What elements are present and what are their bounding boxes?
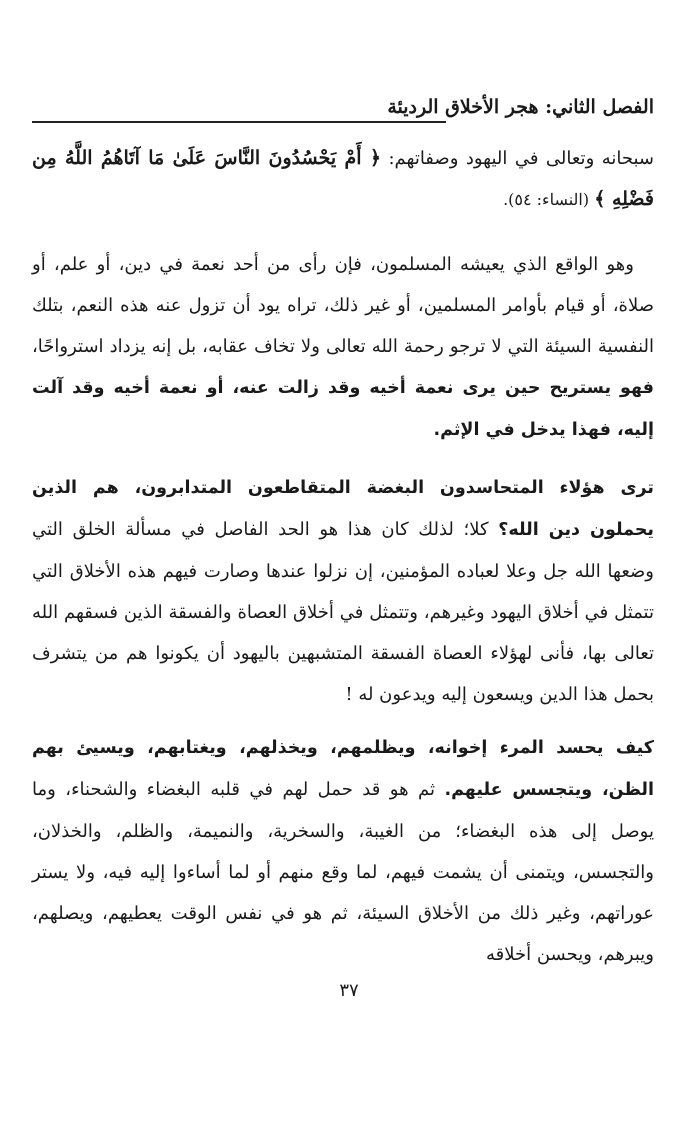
chapter-title: الفصل الثاني: هجر الأخلاق الرديئة [387,96,654,118]
verse-reference: (النساء: ٥٤). [503,190,595,209]
envy-text: ثم هو قد حمل لهم في قلبه البغضاء والشحناء، وما يوصل إلى هذه البغضاء؛ من الغيبة، والسخرية، والنميمة، والظلم، والخذلان، والتجسس، ويتمنى أن يشمت فيهم، لما وقع منهم أو لما أساءوا إليه فيه، ولا يستر عوراتهم، وغير ذلك من الأخلاق السيئة، ثم هو في نفس الوقت يعطيهم، ويصلهم، ويبرهم، ويحسن أخلاقه [32,779,654,965]
question-text: كلا؛ لذلك كان هذا هو الحد الفاصل في مسألة الخلق التي وضعها الله جل وعلا لعباده المؤمنين، إن نزلوا عندها وصارت فيهم هذه الأخلاق التي تتمثل في أخلاق اليهود وغيرهم، وتتمثل في أخلاق العصاة والفسقة الذين فسقهم الله تعالى بها، فأنى لهؤلاء العصاة الفسقة المتشبهين باليهود أن يكونوا هم من يتشرف بحمل هذا الدين ويسعون إليه ويدعون له ! [32,519,654,705]
page-number: ٣٧ [339,980,359,1001]
question-bold: ترى هؤلاء المتحاسدون البغضة المتقاطعون المتدابرون، هم الذين يحملون دين الله؟ [32,478,654,540]
quran-verse: ﴿ أَمْ يَحْسُدُونَ النَّاسَ عَلَىٰ مَا آتَاهُمُ اللَّهُ مِن فَضْلِهِ ﴾ [32,147,654,210]
page-content [32,138,654,975]
quran-intro: سبحانه وتعالى في اليهود وصفاتهم: [381,148,654,169]
quran-paragraph [32,138,654,220]
header-rule [32,121,446,123]
reality-text: وهو الواقع الذي يعيشه المسلمون، فإن رأى من أحد نعمة في دين، أو علم، أو صلاة، أو قيام بأوامر المسلمين، أو غير ذلك، تراه يود أن تزول عنه هذه النعم، بتلك النفسية السيئة التي لا ترجو رحمة الله تعالى ولا تخاف عقابه، بل إنه يزداد استرواحًا، [32,254,654,357]
reality-paragraph [32,244,654,451]
envy-bold: كيف يحسد المرء إخوانه، ويظلمهم، ويخذلهم، ويغتابهم، ويسيئ بهم الظن، ويتجسس عليهم. [32,738,654,800]
reality-bold: فهو يستريح حين يرى نعمة أخيه وقد زالت عنه، أو نعمة أخيه وقد آلت إليه، فهذا يدخل في الإثم. [32,378,654,440]
running-header [32,96,654,126]
question-paragraph [32,467,654,715]
envy-paragraph [32,727,654,975]
